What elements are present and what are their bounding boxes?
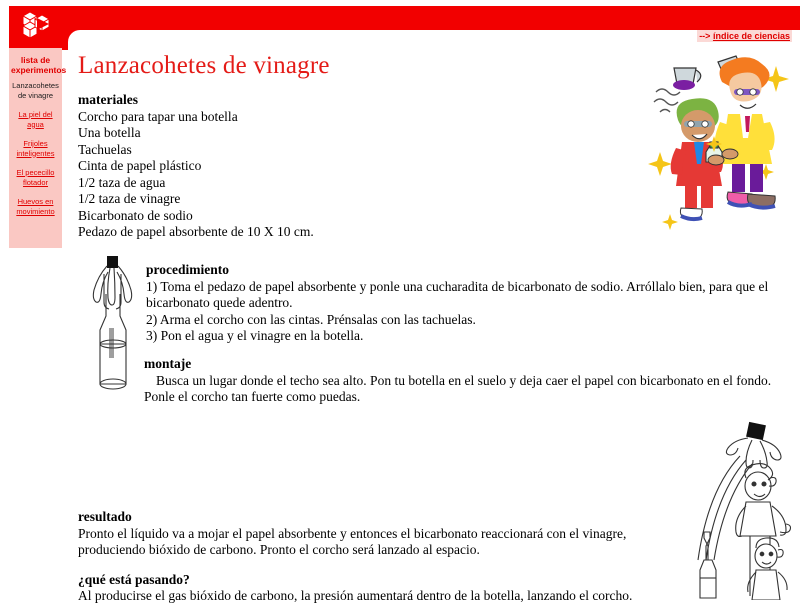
explanation-text: Al producirse el gas bióxido de carbono, la presión aumentará dentro de la botella, lanzando el corcho.	[78, 588, 633, 603]
procedure-section	[146, 262, 790, 345]
index-link-label: índice de ciencias	[712, 31, 790, 41]
material-item: Cinta de papel plástico	[78, 158, 202, 173]
sidebar-item-frijoles-inteligentes[interactable]: Frijoles inteligentes	[16, 139, 55, 158]
result-text: Pronto el líquido va a mojar el papel absorbente y entonces el bicarbonato reaccionará con el vinagre, produciendo bióxido de carbono. Pronto el corcho será lanzado al espacio.	[78, 525, 627, 557]
sidebar-nav	[9, 48, 67, 248]
result-section	[78, 509, 678, 605]
materials-heading: materiales	[78, 92, 138, 107]
cork-launching-illustration	[694, 420, 798, 600]
montaje-text: Busca un lugar donde el techo sea alto. Pon tu botella en el suelo y deja caer el papel con bicarbonato en el fondo. Ponle el corcho tan fuerte como puedas.	[144, 372, 772, 404]
index-de-ciencias-link[interactable]	[697, 30, 792, 42]
arrow-icon: -->	[699, 31, 711, 41]
montaje-heading: montaje	[144, 356, 192, 371]
page-title: Lanzacohetes de vinagre	[78, 52, 330, 79]
materials-section	[78, 92, 498, 241]
material-item: Tachuelas	[78, 141, 132, 157]
procedure-step: 2) Arma el corcho con las cintas. Prénsalas con las tachuelas.	[146, 311, 476, 327]
material-item: 1/2 taza de agua	[78, 174, 166, 190]
material-item: 1/2 taza de vinagre	[78, 191, 181, 206]
material-item: Bicarbonato de sodio	[78, 207, 193, 223]
montaje-section	[78, 356, 778, 406]
explanation-heading: ¿qué está pasando?	[78, 571, 190, 587]
site-logo[interactable]	[9, 6, 61, 48]
material-item: Corcho para tapar una botella	[78, 108, 238, 124]
sidebar-item-huevos-en-movimiento[interactable]: Huevos en movimiento	[16, 197, 55, 216]
material-item: Una botella	[78, 125, 141, 140]
sidebar-item-el-pececillo-flotador[interactable]: El pececillo flotador	[16, 168, 55, 187]
cubes-logo-icon	[9, 6, 61, 48]
two-kids-experiment-illustration	[648, 44, 798, 234]
material-item: Pedazo de papel absorbente de 10 X 10 cm.	[78, 224, 314, 239]
procedure-step: 1) Toma el pedazo de papel absorbente y ponle una cucharadita de bicarbonato de sodio. Arróllalo bien, para que el bicarbonato quede adentro.	[146, 278, 769, 310]
sidebar-heading: lista de experimentos	[11, 55, 67, 75]
result-heading: resultado	[78, 509, 132, 524]
procedure-step: 3) Pon el agua y el vinagre en la botella.	[146, 328, 364, 343]
sidebar-item-current: Lanzacohetes de vinagre	[12, 81, 59, 100]
section-spacer	[78, 559, 678, 572]
sidebar-item-la-piel-del-agua[interactable]: La piel del agua	[18, 110, 53, 129]
procedure-heading: procedimiento	[146, 262, 229, 277]
